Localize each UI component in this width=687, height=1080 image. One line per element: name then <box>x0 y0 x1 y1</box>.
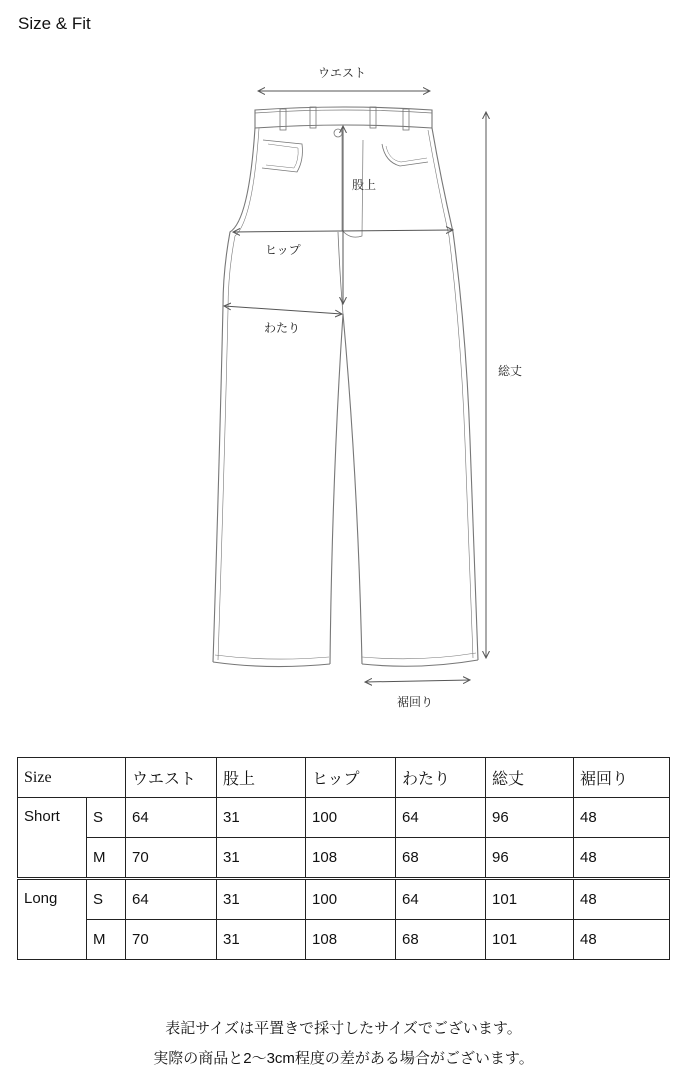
value-cell: 70 <box>126 920 217 960</box>
size-cell: S <box>87 879 126 920</box>
label-waist: ウエスト <box>318 66 367 80</box>
header-rise: 股上 <box>217 758 306 798</box>
value-cell: 64 <box>396 798 486 838</box>
value-cell: 64 <box>126 879 217 920</box>
label-hip: ヒップ <box>265 243 301 257</box>
table-row <box>18 838 670 879</box>
table-row <box>18 798 670 838</box>
value-cell: 108 <box>306 920 396 960</box>
value-cell: 70 <box>126 838 217 879</box>
value-cell: 48 <box>574 798 670 838</box>
table-row <box>18 920 670 960</box>
label-length: 総丈 <box>498 364 523 378</box>
value-cell: 31 <box>217 798 306 838</box>
value-cell: 64 <box>396 879 486 920</box>
size-cell: M <box>87 838 126 879</box>
header-size: Size <box>18 758 126 798</box>
value-cell: 96 <box>486 798 574 838</box>
value-cell: 31 <box>217 879 306 920</box>
value-cell: 31 <box>217 920 306 960</box>
header-length: 総丈 <box>486 758 574 798</box>
value-cell: 68 <box>396 838 486 879</box>
note-line-1: 表記サイズは平置きで採寸したサイズでございます。 <box>165 1020 522 1037</box>
value-cell: 101 <box>486 920 574 960</box>
value-cell: 48 <box>574 920 670 960</box>
group-name-cell: Long <box>18 879 87 960</box>
group-name-cell: Short <box>18 798 87 879</box>
value-cell: 100 <box>306 798 396 838</box>
size-table <box>17 757 670 960</box>
value-cell: 96 <box>486 838 574 879</box>
table-header-row <box>18 758 670 798</box>
pants-outline <box>213 107 478 667</box>
value-cell: 48 <box>574 838 670 879</box>
value-cell: 108 <box>306 838 396 879</box>
value-cell: 48 <box>574 879 670 920</box>
value-cell: 101 <box>486 879 574 920</box>
table-row <box>18 879 670 920</box>
label-thigh: わたり <box>264 321 301 335</box>
value-cell: 31 <box>217 838 306 879</box>
size-cell: S <box>87 798 126 838</box>
header-hip: ヒップ <box>306 758 396 798</box>
value-cell: 100 <box>306 879 396 920</box>
value-cell: 64 <box>126 798 217 838</box>
size-cell: M <box>87 920 126 960</box>
header-hem: 裾回り <box>574 758 670 798</box>
label-rise: 股上 <box>352 178 377 192</box>
value-cell: 68 <box>396 920 486 960</box>
note-line-2: 実際の商品と2〜3cm程度の差がある場合がございます。 <box>153 1050 534 1067</box>
label-hem: 裾回り <box>397 695 434 709</box>
header-thigh: わたり <box>396 758 486 798</box>
header-waist: ウエスト <box>126 758 217 798</box>
page-title: Size & Fit <box>18 14 91 33</box>
